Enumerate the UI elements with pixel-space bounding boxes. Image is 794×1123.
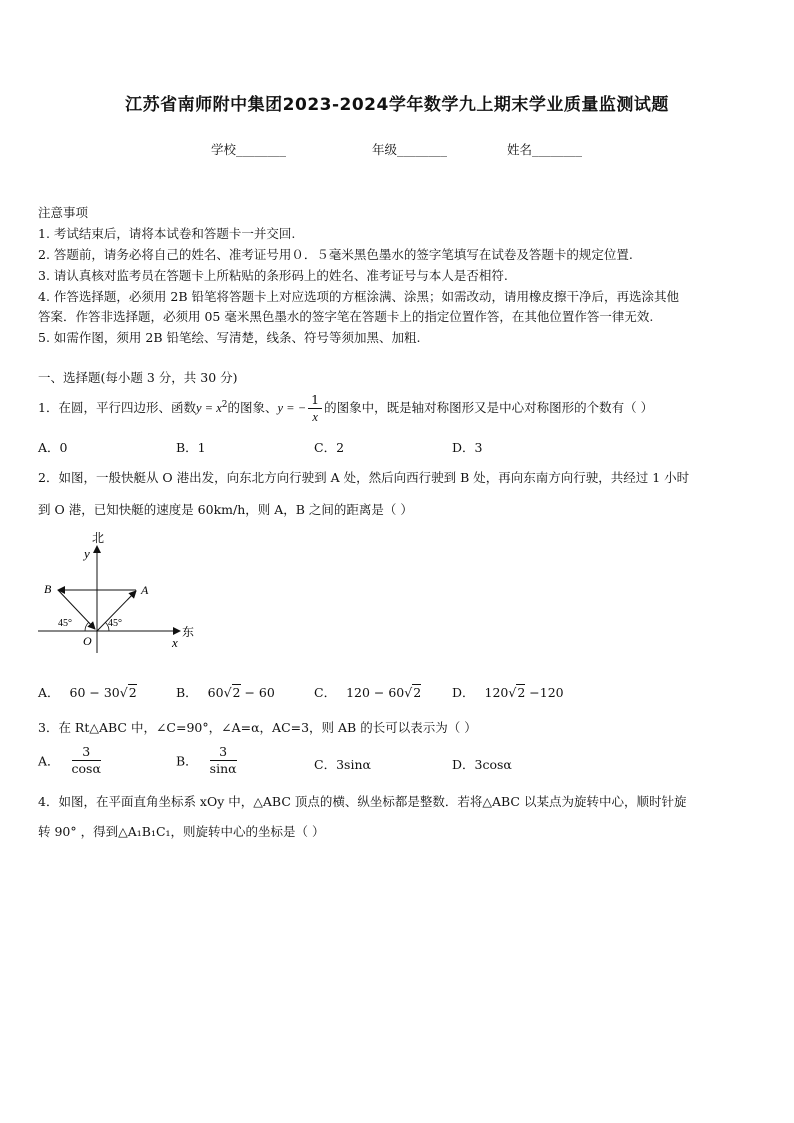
q2-option-radicand: 2 (517, 685, 526, 700)
q2-option-expr: 60 − 30 (69, 685, 120, 700)
q1-text-a: 1．在圆，平行四边形、函数 (38, 400, 196, 415)
q3-fraction (72, 744, 101, 777)
q3-option-b (176, 744, 239, 777)
q2-option-expr: 120 − 60 (346, 685, 405, 700)
q2-option-label: A． (38, 685, 60, 700)
q1-func2-lhs: y = − (277, 401, 307, 415)
q3-frac-num: 3 (210, 744, 237, 761)
q4-line-2: 转 90° ，得到△A₁B₁C₁，则旋转中心的坐标是（ ） (38, 824, 325, 839)
school-field: 学校________ (211, 142, 287, 157)
q2-option-b: B． 60√2 − 60 (176, 685, 275, 700)
q2-option-expr: 120 (484, 685, 509, 700)
label-x: x (172, 635, 178, 650)
q2-option-expr: 60 (207, 685, 224, 700)
q3-frac-num: 3 (72, 744, 101, 761)
q2-option-label: C． (314, 685, 337, 700)
q1-option-a: A．0 (38, 440, 68, 455)
q1-text-b: 的图象、 (227, 400, 278, 415)
q3-option-text: 3cosα (474, 757, 512, 772)
label-b: B (44, 582, 52, 596)
q2-option-radicand: 2 (232, 685, 241, 700)
label-o: O (83, 634, 92, 648)
grade-field: 年级________ (372, 142, 448, 157)
q2-line-2: 到 O 港，已知快艇的速度是 60km/h，则 A，B 之间的距离是（ ） (38, 502, 413, 517)
q2-option-label: B． (176, 685, 198, 700)
q1-func1-exp: 2 (221, 399, 228, 410)
question-3: 3．在 Rt△ABC 中，∠C=90°，∠A=α，AC=3，则 AB 的长可以表示为（ ） (38, 720, 477, 735)
note-item: 答案．作答非选择题，必须用 05 毫米黑色墨水的签字笔在答题卡上的指定位置作答，在其他位置作答一律无效. (38, 309, 654, 324)
note-item: 1. 考试结束后，请将本试卷和答题卡一并交回. (38, 226, 296, 241)
q3-option-c (314, 755, 371, 773)
q1-frac-den: x (312, 410, 318, 424)
q3-frac-den: sinα (209, 761, 237, 776)
q1-func1: y = x (195, 401, 222, 415)
label-east: 东 (182, 625, 195, 639)
q2-option-radicand: 2 (128, 685, 137, 700)
q4-line-1: 4．如图，在平面直角坐标系 xOy 中，△ABC 顶点的横、纵坐标都是整数．若将△ABC 以某点为旋转中心，顺时针旋 (38, 794, 687, 809)
q2-option-d: D． 120√2 −120 (452, 685, 564, 700)
q3-option-text: 3sinα (336, 757, 371, 772)
q2-option-post: − 60 (240, 685, 275, 700)
notes-heading: 注意事项 (38, 205, 89, 220)
boat-route-figure (30, 528, 200, 658)
q3-option-label: C． (314, 757, 337, 772)
note-item: 3. 请认真核对监考员在答题卡上所粘贴的条形码上的姓名、准考证号与本人是否相符. (38, 268, 508, 283)
q2-line-1: 2．如图，一般快艇从 O 港出发，向东北方向行驶到 A 处，然后向西行驶到 B 处，再向东南方向行驶，共经过 1 小时 (38, 470, 690, 485)
label-y: y (84, 546, 90, 561)
q1-option-d: D．3 (452, 440, 483, 455)
page-title: 江苏省南师附中集团2023-2024学年数学九上期末学业质量监测试题 (125, 95, 669, 115)
label-angle-right: 45° (108, 618, 122, 629)
note-item: 4. 作答选择题，必须用 2B 铅笔将答题卡上对应选项的方框涂满、涂黑；如需改动，请用橡皮擦干净后，再选涂其他 (38, 289, 679, 304)
q1-option-b: B．1 (176, 440, 206, 455)
label-a: A (141, 583, 149, 597)
label-north: 北 (92, 531, 105, 545)
q3-option-label: B． (176, 753, 198, 769)
label-angle-left: 45° (58, 618, 72, 629)
q2-option-label: D． (452, 685, 475, 700)
q3-option-label: A． (38, 753, 60, 769)
q2-option-c: C． 120 − 60√2 (314, 685, 422, 700)
question-1 (38, 392, 653, 425)
q3-frac-den: cosα (71, 761, 101, 776)
name-field: 姓名________ (507, 142, 583, 157)
angle-arc-left (85, 623, 89, 632)
q2-option-radicand: 2 (413, 685, 422, 700)
q1-text-c: 的图象中，既是轴对称图形又是中心对称图形的个数有（ ） (324, 400, 654, 415)
q3-option-label: D． (452, 757, 475, 772)
q1-fraction (308, 392, 322, 425)
section-heading: 一、选择题(每小题 3 分，共 30 分) (38, 370, 238, 385)
q2-option-a: A． 60 − 30√2 (38, 685, 137, 700)
q3-option-d (452, 755, 512, 773)
q1-frac-num: 1 (308, 392, 322, 409)
q1-option-c: C．2 (314, 440, 345, 455)
q2-option-post: −120 (525, 685, 564, 700)
note-item: 2. 答题前，请务必将自己的姓名、准考证号用０．５毫米黑色墨水的签字笔填写在试卷及答题卡的规定位置. (38, 247, 633, 262)
note-item: 5. 如需作图，须用 2B 铅笔绘、写清楚，线条、符号等须加黑、加粗. (38, 330, 421, 345)
q3-fraction (210, 744, 237, 777)
q3-option-a (38, 744, 103, 777)
